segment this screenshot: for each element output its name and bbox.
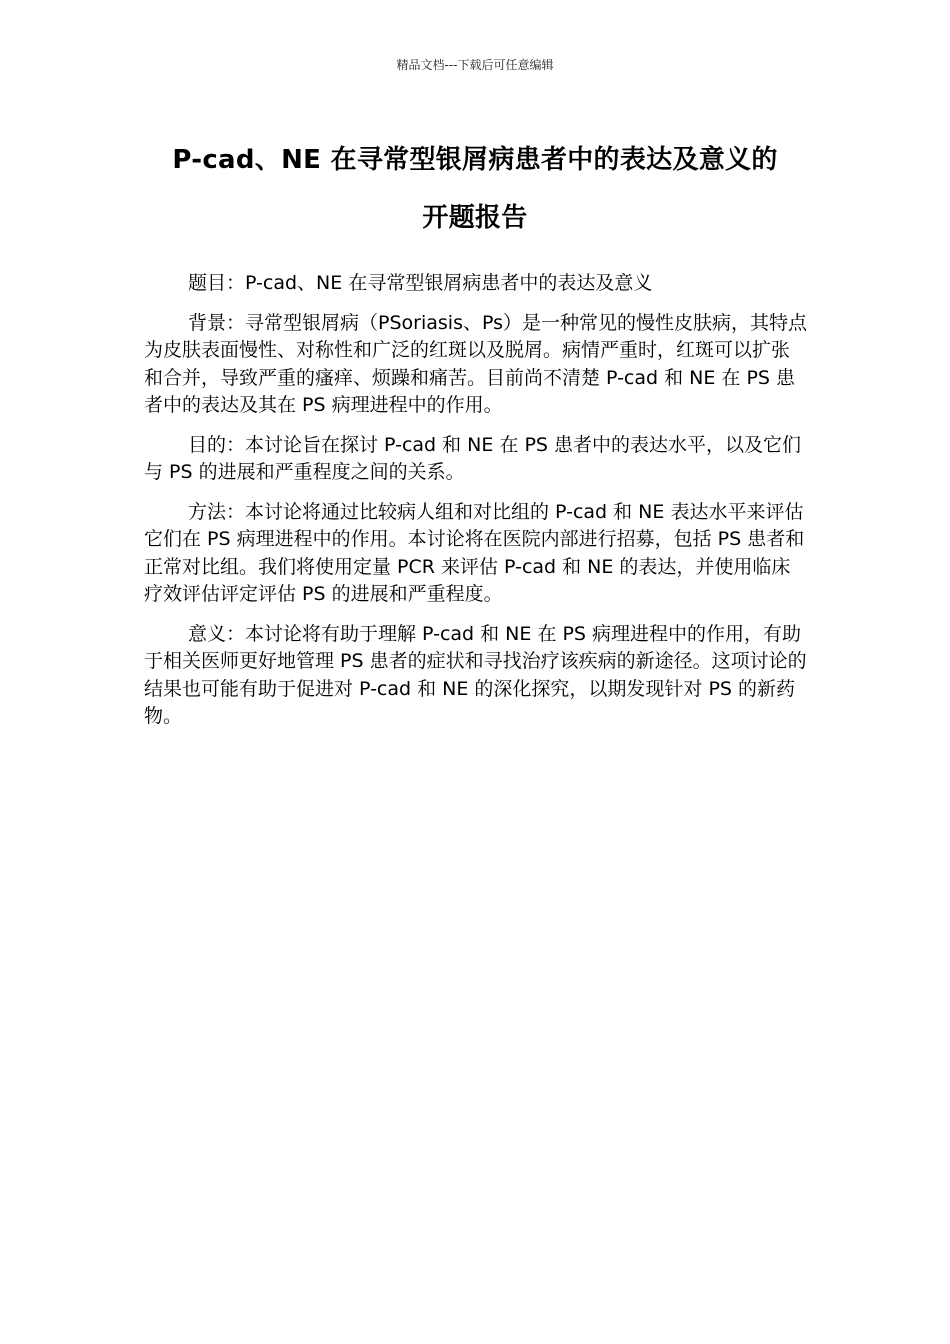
section-objective <box>144 432 808 487</box>
section-methods-label: 方法： <box>188 500 246 523</box>
section-background-label: 背景： <box>188 311 246 334</box>
title-line-1: P-cad、NE 在寻常型银屑病患者中的表达及意义的 <box>172 145 778 175</box>
section-significance <box>144 621 808 731</box>
section-significance-text: 本讨论将有助于理解 P-cad 和 NE 在 PS 病理进程中的作用，有助于相关医师更好地管理 PS 患者的症状和寻找治疗该疾病的新途径。这项讨论的结果也可能有助于促进对 P-cad 和 NE 的深化探究，以期发现针对 PS 的新药物。 <box>144 622 807 727</box>
section-methods <box>144 499 808 609</box>
section-background <box>144 310 808 420</box>
section-objective-text: 本讨论旨在探讨 P-cad 和 NE 在 PS 患者中的表达水平，以及它们与 PS 的进展和严重程度之间的关系。 <box>144 433 802 483</box>
section-significance-label: 意义： <box>188 622 246 645</box>
section-topic-text: P-cad、NE 在寻常型银屑病患者中的表达及意义 <box>245 272 653 294</box>
section-objective-label: 目的： <box>188 433 246 456</box>
section-methods-text: 本讨论将通过比较病人组和对比组的 P-cad 和 NE 表达水平来评估它们在 PS 病理进程中的作用。本讨论将在医院内部进行招募，包括 PS 患者和正常对比组。我们将使用定量 PCR 来评估 P-cad 和 NE 的表达，并使用临床疗效评估评定评估 PS 的进展和严重程度。 <box>144 500 805 605</box>
title-line-2: 开题报告 <box>422 203 528 233</box>
section-topic-label: 题目： <box>188 272 246 294</box>
section-background-text: 寻常型银屑病（PSoriasis、Ps）是一种常见的慢性皮肤病，其特点为皮肤表面慢性、对称性和广泛的红斑以及脱屑。病情严重时，红斑可以扩张和合并，导致严重的瘙痒、烦躁和痛苦。目前尚不清楚 P-cad 和 NE 在 PS 患者中的表达及其在 PS 病理进程中的作用。 <box>144 311 807 416</box>
document-title <box>100 131 850 247</box>
section-topic <box>144 270 808 298</box>
header-note: 精品文档---下载后可任意编辑 <box>396 58 554 72</box>
document-body <box>144 270 808 743</box>
